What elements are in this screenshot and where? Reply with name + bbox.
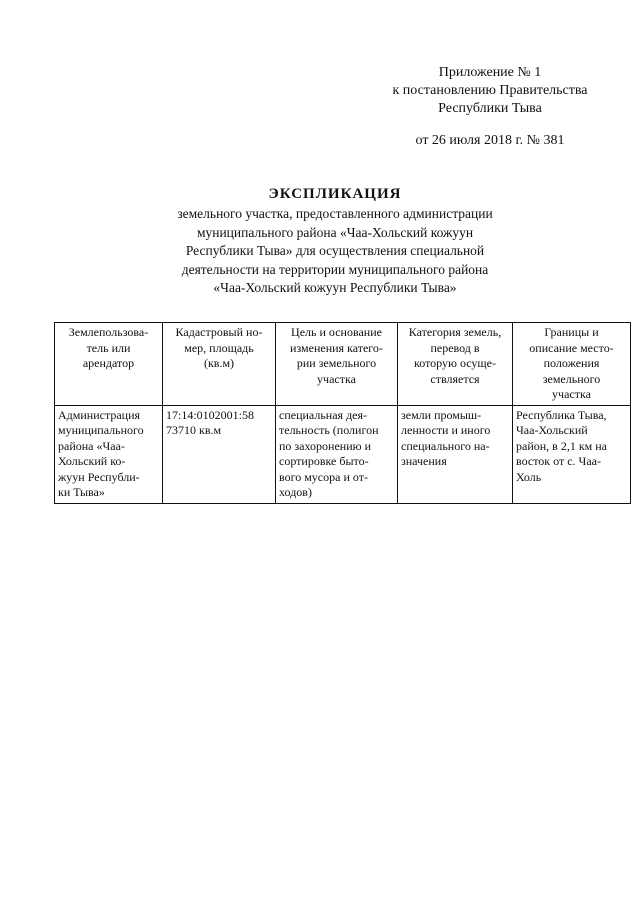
header-text: перевод в <box>430 340 480 355</box>
header-text: Цель и основание <box>291 325 382 339</box>
header-text: Границы и <box>544 325 599 339</box>
cell-text: Хольский ко- <box>58 454 126 468</box>
annex-line-1: Приложение № 1 <box>438 65 542 80</box>
cell-text: сортировке быто- <box>279 454 369 468</box>
cell-text: вого мусора и от- <box>279 469 368 484</box>
cell-text: ки Тыва» <box>58 485 105 499</box>
cell-land-category <box>398 405 513 503</box>
cell-text: Чаа-Хольский <box>516 423 588 437</box>
header-boundaries <box>513 323 631 406</box>
annex-block <box>370 64 610 150</box>
header-text: Кадастровый но- <box>175 325 263 339</box>
annex-line-3: Республики Тыва <box>438 101 542 116</box>
header-text: рии земельного <box>296 356 377 370</box>
header-cadastral-number <box>163 323 276 406</box>
header-text: положения <box>543 356 600 370</box>
cell-text: по захоронению и <box>279 438 372 453</box>
cell-text: специальная дея- <box>279 407 368 422</box>
cell-text: земли промыш- <box>401 407 482 422</box>
cell-text: ходов) <box>279 485 312 499</box>
header-text: тель или <box>86 340 131 355</box>
header-text: участка <box>317 371 356 386</box>
header-land-category <box>398 323 513 406</box>
cell-text: Холь <box>516 469 542 484</box>
document-title: ЭКСПЛИКАЦИЯ <box>268 186 402 202</box>
cell-text: специального на- <box>401 438 490 453</box>
cell-text: Республика Тыва, <box>516 407 607 422</box>
header-text: мер, площадь <box>184 340 254 355</box>
cell-land-user <box>55 405 163 503</box>
header-text: земельного <box>542 371 601 386</box>
table-header-row <box>55 323 631 406</box>
annex-date: от 26 июля 2018 г. № 381 <box>415 133 565 148</box>
annex-line-2: к постановлению Правительства <box>392 83 588 98</box>
header-text: которую осуще- <box>414 356 496 370</box>
table-row <box>55 405 631 503</box>
explication-table <box>54 322 631 504</box>
subtitle-line: муниципального района «Чаа-Хольский кожуун <box>196 224 474 240</box>
header-text: Категория земель, <box>408 325 502 339</box>
subtitle-line: «Чаа-Хольский кожуун Республики Тыва» <box>213 280 457 295</box>
cell-text: жуун Республи- <box>58 469 140 484</box>
header-text: участка <box>552 387 591 401</box>
header-text: арендатор <box>82 356 135 370</box>
subtitle-line: Республики Тыва» для осуществления специальной <box>185 243 485 258</box>
document-subtitle <box>120 205 550 298</box>
cell-text: района «Чаа- <box>58 438 125 453</box>
cell-text: 17:14:0102001:58 <box>166 407 255 422</box>
cell-text: тельность (полигон <box>279 423 379 437</box>
cell-cadastral-number <box>163 405 276 503</box>
cell-boundaries <box>513 405 631 503</box>
cell-purpose <box>276 405 398 503</box>
cell-text: значения <box>401 454 447 468</box>
subtitle-line: земельного участка, предоставленного администрации <box>177 206 493 221</box>
cell-text: 73710 кв.м <box>166 423 222 437</box>
cell-text: муниципального <box>58 423 144 437</box>
header-purpose <box>276 323 398 406</box>
header-land-user <box>55 323 163 406</box>
header-text: изменения катего- <box>290 340 383 355</box>
header-text: описание место- <box>529 340 614 355</box>
subtitle-line: деятельности на территории муниципального района <box>181 261 489 277</box>
header-text: Землепользова- <box>68 325 149 339</box>
header-text: ствляется <box>430 371 480 386</box>
cell-text: Администрация <box>58 407 141 422</box>
header-text: (кв.м) <box>203 356 235 370</box>
cell-text: район, в 2,1 км на <box>516 438 608 453</box>
cell-text: ленности и иного <box>401 423 491 437</box>
cell-text: восток от с. Чаа- <box>516 454 601 468</box>
